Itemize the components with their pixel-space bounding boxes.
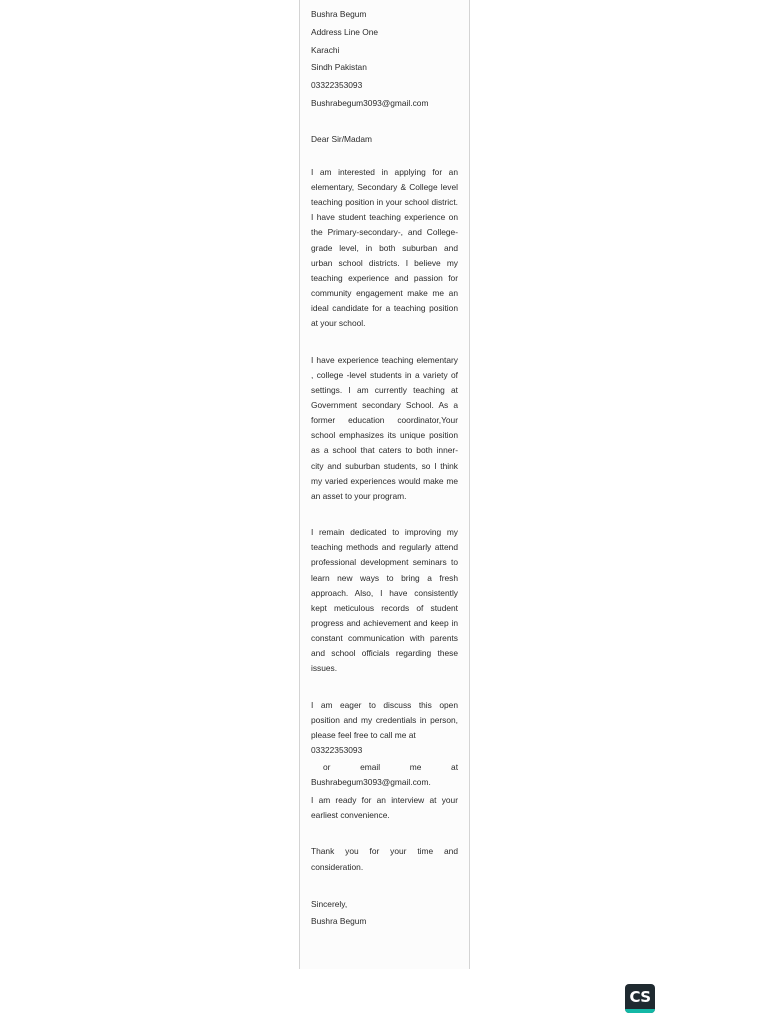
contact-or: or: [323, 762, 331, 773]
paragraph-dedication: I remain dedicated to improving my teaching methods and regularly attend professional development seminars to learn new ways to bring a fresh approach. Also, I have consistently kept meticulous records of student progress and achievement and keep in constant communication with parents and school officials regarding these issues.: [311, 527, 458, 674]
contact-email: Bushrabegum3093@gmail.com.: [311, 777, 431, 788]
sender-city: Karachi: [311, 44, 340, 55]
badge-stripe: [625, 1009, 655, 1013]
sender-email: Bushrabegum3093@gmail.com: [311, 97, 429, 108]
paragraph-interest: I am interested in applying for an elementary, Secondary & College level teaching position in your school district. I have student teaching experience on the Primary-secondary-, and College-grade level, in both suburban and urban school districts. I believe my teaching experience and passion for community engagement make me an ideal candidate for a teaching position at your school.: [311, 166, 458, 329]
salutation: Dear Sir/Madam: [311, 133, 372, 144]
contact-email-row: [311, 760, 458, 775]
sender-region: Sindh Pakistan: [311, 62, 367, 73]
signature-name: Bushra Begum: [311, 916, 367, 927]
paragraph-experience: I have experience teaching elementary , college -level students in a variety of settings. I am currently teaching at Government secondary School. As a former education coordinator,Your school emphasizes its unique position as a school that caters to both inner-city and suburban students, so I think my varied experiences would make me an asset to your program.: [311, 354, 458, 501]
sender-address-line: Address Line One: [311, 26, 379, 37]
contact-phone: 03322353093: [311, 745, 363, 756]
paragraph-ready: I am ready for an interview at your earliest convenience.: [311, 795, 458, 821]
document-page: [299, 0, 470, 969]
closing: Sincerely,: [311, 898, 348, 909]
badge-text: CS: [629, 988, 651, 1006]
contact-me: me: [409, 762, 422, 773]
paragraph-contact: I am eager to discuss this open position and my credentials in person, please feel free to call me at: [311, 699, 458, 740]
paragraph-thanks: Thank you for your time and consideration.: [311, 846, 458, 872]
sender-phone: 03322353093: [311, 80, 363, 91]
contact-at: at: [451, 762, 459, 773]
contact-email-word: email: [360, 762, 381, 773]
letter-body: [311, 6, 458, 931]
camscanner-badge-icon: [625, 984, 655, 1013]
sender-name: Bushra Begum: [311, 9, 367, 19]
